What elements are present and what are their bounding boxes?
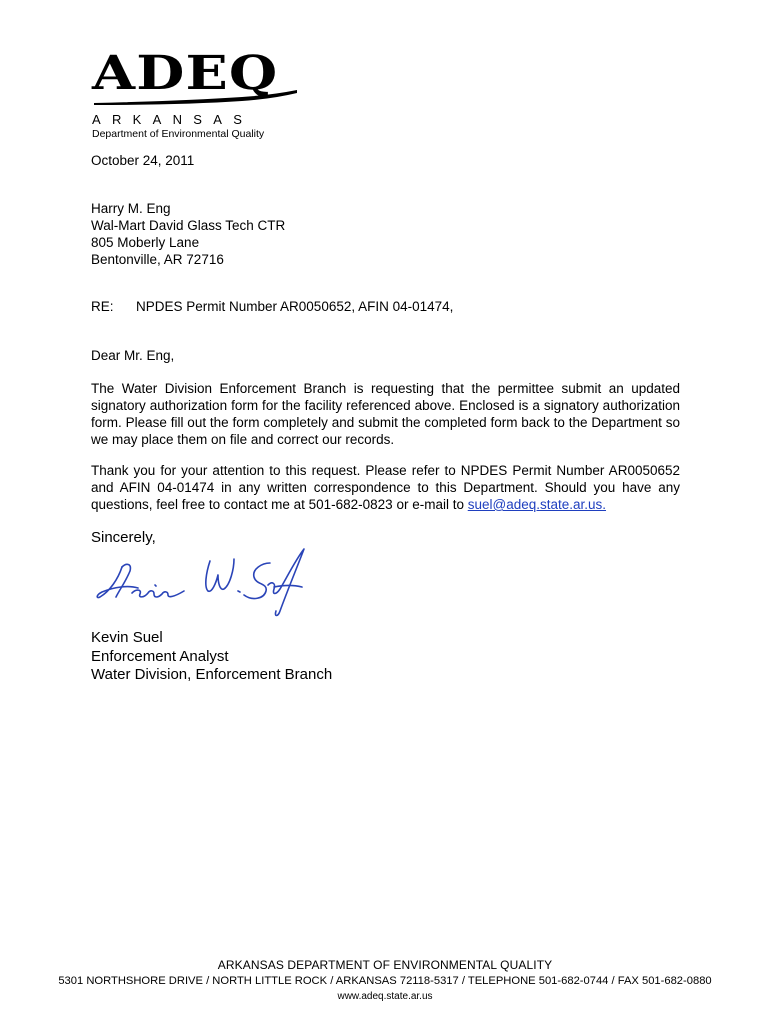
closing: Sincerely, xyxy=(91,529,156,546)
logo-state: ARKANSAS xyxy=(92,112,254,127)
signer-title: Enforcement Analyst xyxy=(91,647,229,665)
recipient-organization: Wal-Mart David Glass Tech CTR xyxy=(91,218,286,233)
signature-image xyxy=(92,545,317,625)
letter-date: October 24, 2011 xyxy=(91,153,195,168)
recipient-address xyxy=(91,200,285,268)
salutation: Dear Mr. Eng, xyxy=(91,348,175,363)
signer-division: Water Division, Enforcement Branch xyxy=(91,666,333,683)
re-label: RE: xyxy=(91,299,114,314)
logo-department: Department of Environmental Quality xyxy=(92,128,265,140)
footer-organization: ARKANSAS DEPARTMENT OF ENVIRONMENTAL QUALITY xyxy=(217,958,553,972)
recipient-street: 805 Moberly Lane xyxy=(91,235,200,250)
logo-wordmark: ADEQ xyxy=(92,46,279,101)
body-paragraph-1: The Water Division Enforcement Branch is requesting that the permittee submit an updated signatory authorization form for the facility referenced above. Enclosed is a signatory authorization form. Please fill out the form completely and submit the completed form back to the Department so we may place them on file and correct our records. xyxy=(91,381,680,447)
footer-website: www.adeq.state.ar.us xyxy=(337,991,433,1002)
recipient-city: Bentonville, AR 72716 xyxy=(91,252,224,267)
re-subject: NPDES Permit Number AR0050652, AFIN 04-01474, xyxy=(136,299,454,314)
logo-swoosh-icon xyxy=(92,88,302,110)
recipient-name: Harry M. Eng xyxy=(91,201,171,216)
body-paragraph-2-text: Thank you for your attention to this request. Please refer to NPDES Permit Number AR0050652 and AFIN 04-01474 in any written correspondence to this Department. Should you have any questions, feel free to contact me at 501-682-0823 or e-mail to xyxy=(91,463,680,512)
body-paragraph-2 xyxy=(91,462,680,513)
email-link[interactable]: suel@adeq.state.ar.us. xyxy=(467,497,607,512)
signer-block xyxy=(91,629,332,685)
footer-address: 5301 NORTHSHORE DRIVE / NORTH LITTLE ROCK / ARKANSAS 72118-5317 / TELEPHONE 501-682-0744 / FAX 501-682-0880 xyxy=(58,975,712,987)
adeq-logo xyxy=(92,46,302,140)
signer-name: Kevin Suel xyxy=(91,629,163,646)
